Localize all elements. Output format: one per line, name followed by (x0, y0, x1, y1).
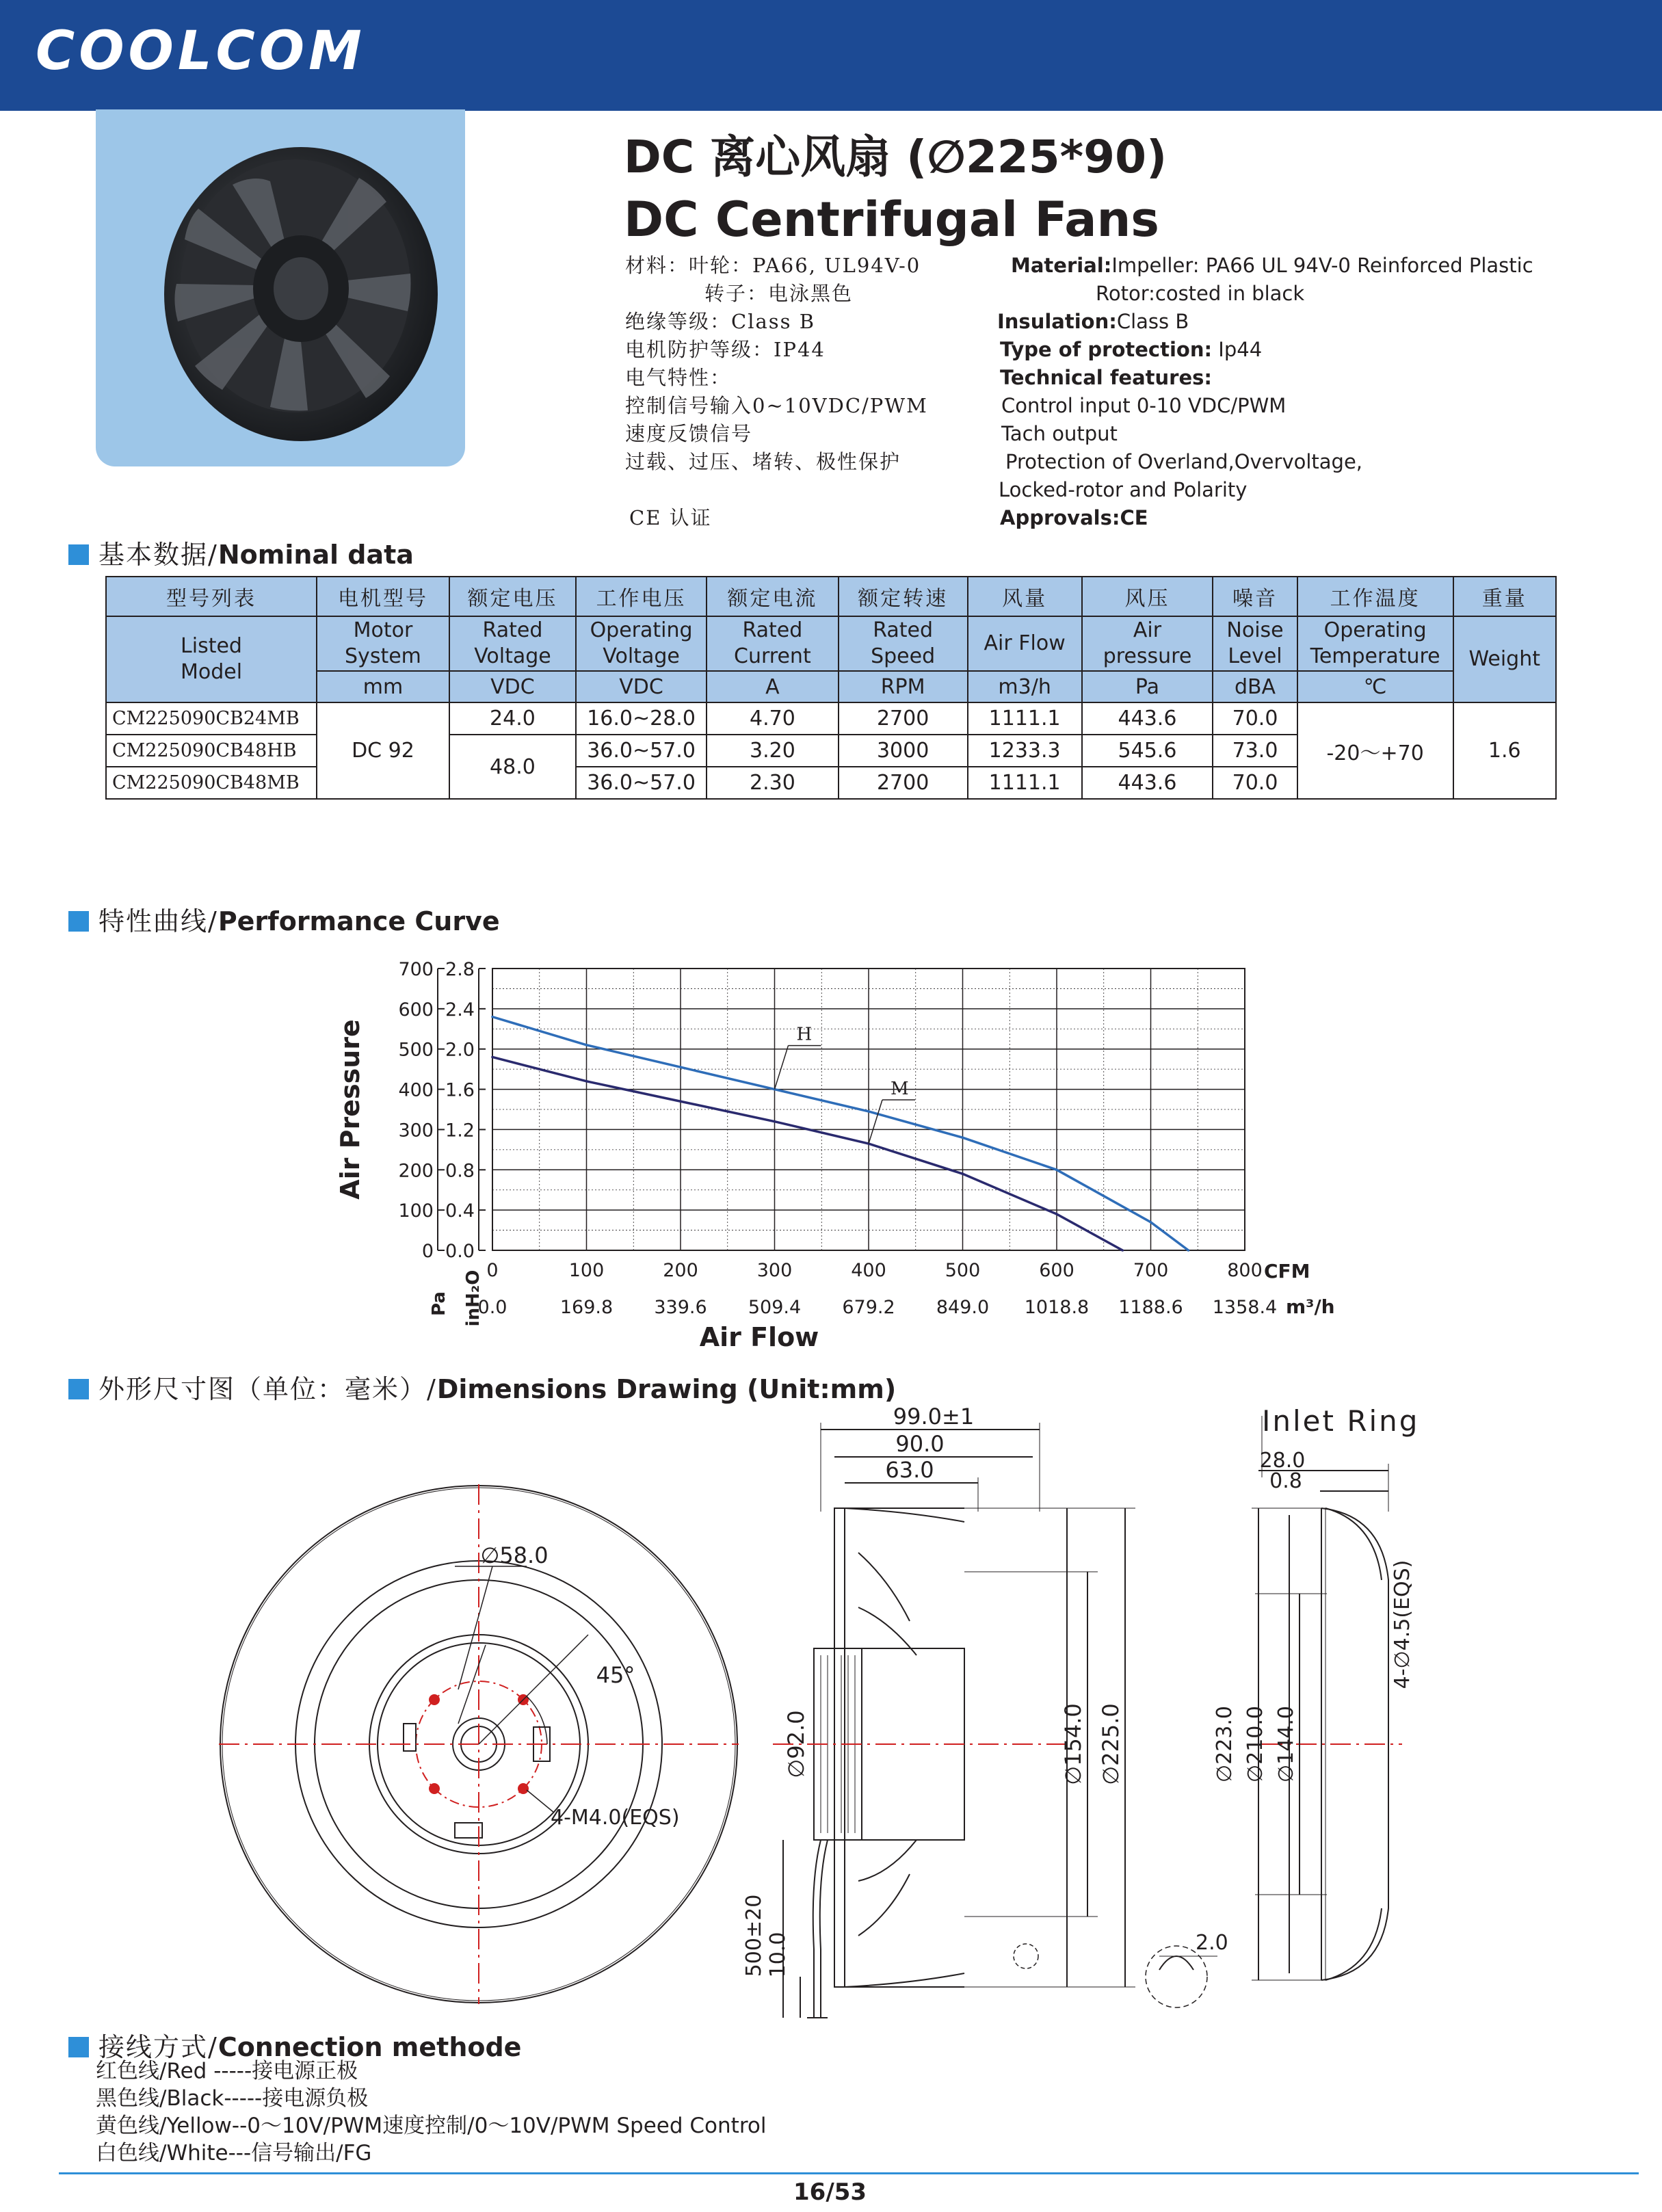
table-header-cn: 重量 (1453, 577, 1557, 616)
y-tick-label-pa: 200 (398, 1160, 434, 1182)
series-point-H (679, 1066, 682, 1068)
performance-curve-chart (328, 948, 1395, 1358)
series-point-M (962, 1172, 964, 1175)
brand-logo: COOLCOM (36, 21, 366, 82)
series-line-H (492, 1017, 1189, 1250)
table-header-en: Operating Temperature (1297, 616, 1453, 671)
table-header-en: Motor System (317, 616, 449, 671)
spec-en-tach: Tach output (1001, 422, 1118, 445)
current-cell: 4.70 (707, 702, 839, 735)
x-axis-label: Air Flow (699, 1322, 819, 1352)
table-header-en: Air pressure (1082, 616, 1213, 671)
nominal-data-table (105, 576, 1557, 800)
series-label-H: H (796, 1024, 813, 1045)
page-number: 16/53 (793, 2178, 867, 2206)
spec-en-approvals: Approvals:CE (1000, 506, 1148, 529)
table-header-en: Rated Current (707, 616, 839, 671)
table-header-cn: 电机型号 (317, 577, 449, 616)
spec-cn-protection: 电机防护等级：IP44 (625, 338, 826, 361)
series-point-H (585, 1044, 588, 1046)
dim-angle-45: 45° (596, 1662, 635, 1688)
table-unit-row (106, 671, 1556, 702)
x-tick-label-m3h: 1358.4 (1212, 1297, 1278, 1318)
table-header-cn: 额定电流 (707, 577, 839, 616)
series-point-M (491, 1056, 494, 1059)
series-label-M: M (891, 1079, 909, 1100)
x-tick-label-m3h: 169.8 (559, 1297, 614, 1318)
table-header-cn: 额定转速 (839, 577, 968, 616)
connection-white: 白色线/White---信号输出/FG (96, 2141, 372, 2165)
section-square-icon (68, 544, 89, 565)
table-row (106, 702, 1556, 735)
y-tick-label-pa: 500 (398, 1039, 434, 1061)
x-tick-label-cfm: 300 (756, 1260, 793, 1281)
y-tick-label-pa: 700 (398, 959, 434, 980)
spec-en-control: Control input 0-10 VDC/PWM (1001, 394, 1287, 417)
series-point-M (1055, 1213, 1058, 1215)
x-tick-label-cfm: 500 (945, 1260, 981, 1281)
spec-en-technical: Technical features: (1000, 366, 1213, 389)
dim-holes-45: 4-∅4.5(EQS) (1390, 1559, 1414, 1689)
series-group (491, 1016, 1189, 1252)
section-performance-curve: 特性曲线/Performance Curve (68, 900, 500, 938)
spec-cn-protections: 过载、过压、堵转、极性保护 (625, 450, 901, 473)
x-tick-label-cfm: 400 (851, 1260, 886, 1281)
y-tick-label-pa: 0 (421, 1241, 434, 1262)
x-tick-label-cfm: 800 (1227, 1260, 1263, 1281)
spec-cn-tach: 速度反馈信号 (625, 422, 753, 445)
table-header-en: Weight (1453, 616, 1557, 702)
front-view (219, 1484, 739, 2004)
temperature-cell: -20～+70 (1297, 702, 1453, 799)
section-square-icon (68, 1379, 89, 1399)
dim-92: ∅92.0 (783, 1710, 809, 1778)
x-tick-label-m3h: 0.0 (477, 1297, 507, 1318)
product-photo (96, 109, 465, 466)
connection-yellow: 黄色线/Yellow--0～10V/PWM速度控制/0～10V/PWM Speed Control (96, 2114, 767, 2138)
spec-cn-rotor: 转子：电泳黑色 (704, 282, 854, 305)
x-tick-label-cfm: 100 (568, 1260, 605, 1281)
table-unit: ℃ (1297, 671, 1453, 702)
model-cell: CM225090CB24MB (106, 702, 317, 735)
model-cell: CM225090CB48HB (106, 735, 317, 767)
series-point-H (1055, 1168, 1058, 1171)
y-tick-label-inh2o: 1.6 (445, 1079, 475, 1101)
series-callout-M (869, 1100, 882, 1144)
product-title-cn: DC 离心风扇 (∅225*90) (624, 131, 1168, 183)
x-unit-cfm: CFM (1264, 1260, 1310, 1282)
y-tick-label-pa: 600 (398, 999, 434, 1021)
x-tick-label-m3h: 679.2 (842, 1297, 895, 1318)
spec-cn-electrical: 电气特性： (625, 366, 732, 389)
pressure-cell: 443.6 (1082, 702, 1213, 735)
dim-lead-10: 10.0 (766, 1932, 790, 1978)
dim-144: ∅144.0 (1274, 1705, 1298, 1783)
centrifugal-fan-photo-icon (96, 109, 465, 466)
section-connection: 接线方式/Connection methode (68, 2026, 521, 2064)
spec-en-protection: Type of protection: Ip44 (1000, 338, 1263, 361)
current-cell: 2.30 (707, 767, 839, 799)
dim-90: 90.0 (895, 1431, 945, 1457)
series-callout-H (775, 1046, 789, 1090)
inlet-ring-title: Inlet Ring (1262, 1404, 1420, 1438)
airflow-cell: 1233.3 (968, 735, 1082, 767)
spec-en-material: Material:Impeller: PA66 UL 94V-0 Reinforced Plastic (1011, 254, 1533, 277)
table-unit: VDC (576, 671, 707, 702)
table-unit: VDC (449, 671, 576, 702)
y-tick-label-pa: 300 (398, 1120, 434, 1142)
operating-voltage-cell: 36.0~57.0 (576, 735, 707, 767)
y-unit-inh2o: inH₂O (463, 1269, 484, 1327)
section-square-icon (68, 2037, 89, 2057)
connection-red: 红色线/Red -----接电源正极 (96, 2059, 358, 2083)
dim-08: 0.8 (1269, 1469, 1302, 1493)
section-square-icon (68, 911, 89, 932)
operating-voltage-cell: 16.0~28.0 (576, 702, 707, 735)
spec-cn-material: 材料：叶轮：PA66, UL94V-0 (625, 254, 921, 277)
y-axes (398, 959, 486, 1262)
y-tick-label-pa: 100 (398, 1200, 434, 1222)
series-point-H (867, 1110, 870, 1113)
connection-list (96, 2057, 766, 2167)
y-tick-label-pa: 400 (398, 1079, 434, 1101)
speed-cell: 2700 (839, 767, 968, 799)
y-tick-label-inh2o: 1.2 (445, 1120, 475, 1142)
pressure-cell: 545.6 (1082, 735, 1213, 767)
spec-cn-insulation: 绝缘等级：Class B (625, 310, 816, 333)
dim-223: ∅223.0 (1213, 1705, 1237, 1783)
spec-cn-control: 控制信号输入0~10VDC/PWM (625, 394, 928, 417)
x-tick-label-cfm: 700 (1133, 1260, 1169, 1281)
x-tick-label-cfm: 0 (486, 1260, 499, 1281)
table-header-en: Air Flow (968, 616, 1082, 671)
table-header-cn: 额定电压 (449, 577, 576, 616)
x-tick-label-m3h: 1188.6 (1118, 1297, 1183, 1318)
table-unit: dBA (1213, 671, 1297, 702)
table-unit: Pa (1082, 671, 1213, 702)
table-header-en: Listed Model (106, 616, 317, 702)
table-header-cn: 风压 (1082, 577, 1213, 616)
airflow-cell: 1111.1 (968, 702, 1082, 735)
dim-225: ∅225.0 (1098, 1703, 1124, 1785)
table-header-en-row (106, 616, 1556, 671)
series-point-M (585, 1080, 588, 1083)
series-point-M (679, 1100, 682, 1103)
inlet-ring-view (1213, 1404, 1419, 1980)
x-tick-label-cfm: 200 (663, 1260, 698, 1281)
series-point-H (1150, 1221, 1152, 1224)
section-dimensions: 外形尺寸图（单位：毫米）/Dimensions Drawing (Unit:mm) (68, 1368, 896, 1406)
y-tick-label-inh2o: 2.8 (445, 959, 475, 980)
table-header-en: Noise Level (1213, 616, 1297, 671)
x-tick-label-cfm: 600 (1039, 1260, 1074, 1281)
current-cell: 3.20 (707, 735, 839, 767)
table-header-cn: 风量 (968, 577, 1082, 616)
series-point-H (491, 1016, 494, 1018)
y-tick-label-inh2o: 2.0 (445, 1039, 475, 1061)
y-unit-pa: Pa (429, 1291, 449, 1316)
product-title-en: DC Centrifugal Fans (624, 192, 1159, 248)
series-point-H (1187, 1249, 1190, 1252)
dim-210: ∅210.0 (1243, 1705, 1267, 1783)
footer-rule (59, 2172, 1639, 2174)
table-header-cn: 型号列表 (106, 577, 317, 616)
y-tick-label-inh2o: 0.4 (445, 1200, 475, 1222)
y-tick-label-inh2o: 0.0 (445, 1241, 475, 1262)
y-axis-label: Air Pressure (335, 1019, 365, 1200)
connection-black: 黑色线/Black-----接电源负极 (96, 2086, 369, 2111)
series-point-H (962, 1136, 964, 1139)
x-tick-label-m3h: 849.0 (936, 1297, 990, 1318)
x-tick-label-m3h: 1018.8 (1024, 1297, 1090, 1318)
table-header-cn: 噪音 (1213, 577, 1297, 616)
dim-28: 28.0 (1259, 1449, 1306, 1473)
airflow-cell: 1111.1 (968, 767, 1082, 799)
pressure-cell: 443.6 (1082, 767, 1213, 799)
table-header-cn: 工作电压 (576, 577, 707, 616)
model-cell: CM225090CB48MB (106, 767, 317, 799)
table-header-cn-row (106, 577, 1556, 616)
noise-cell: 70.0 (1213, 767, 1297, 799)
spec-en-insulation: Insulation:Class B (997, 310, 1189, 333)
noise-cell: 70.0 (1213, 702, 1297, 735)
dim-99: 99.0±1 (893, 1404, 975, 1430)
dim-holes-m4: 4-M4.0(EQS) (551, 1806, 680, 1830)
series-point-M (774, 1120, 776, 1123)
x-tick-label-m3h: 339.6 (654, 1297, 707, 1318)
x-tick-label-m3h: 509.4 (748, 1297, 802, 1318)
table-header-en: Rated Voltage (449, 616, 576, 671)
x-unit-m3h: m³/h (1286, 1295, 1335, 1318)
table-unit: m3/h (968, 671, 1082, 702)
dim-63: 63.0 (885, 1457, 934, 1483)
chart-grid (492, 969, 1245, 1250)
motor-system-cell: DC 92 (317, 702, 449, 799)
spec-cn-ce: CE 认证 (629, 506, 712, 529)
speed-cell: 2700 (839, 702, 968, 735)
rated-voltage-cell: 24.0 (449, 702, 576, 735)
spec-en-protections-2: Locked-rotor and Polarity (999, 478, 1248, 501)
table-header-en: Rated Speed (839, 616, 968, 671)
side-view (742, 1404, 1228, 2018)
weight-cell: 1.6 (1453, 702, 1557, 799)
dim-58: ∅58.0 (480, 1542, 549, 1568)
dim-lead-500: 500±20 (742, 1894, 766, 1977)
spec-en-protections-1: Protection of Overland,Overvoltage, (1005, 450, 1363, 473)
table-header-en: Operating Voltage (576, 616, 707, 671)
dim-2: 2.0 (1196, 1931, 1228, 1955)
speed-cell: 3000 (839, 735, 968, 767)
spec-en-rotor: Rotor:costed in black (1096, 282, 1305, 305)
section-nominal: 基本数据/Nominal data (68, 534, 414, 571)
table-header-cn: 工作温度 (1297, 577, 1453, 616)
table-unit: RPM (839, 671, 968, 702)
table-unit: mm (317, 671, 449, 702)
dim-154: ∅154.0 (1060, 1703, 1086, 1785)
table-unit: A (707, 671, 839, 702)
noise-cell: 73.0 (1213, 735, 1297, 767)
operating-voltage-cell: 36.0~57.0 (576, 767, 707, 799)
x-axes (478, 1260, 1278, 1318)
rated-voltage-cell: 48.0 (449, 735, 576, 799)
series-point-M (1121, 1249, 1124, 1252)
y-tick-label-inh2o: 2.4 (445, 999, 475, 1021)
dimensions-drawing (205, 1402, 1477, 2045)
y-tick-label-inh2o: 0.8 (445, 1160, 475, 1182)
